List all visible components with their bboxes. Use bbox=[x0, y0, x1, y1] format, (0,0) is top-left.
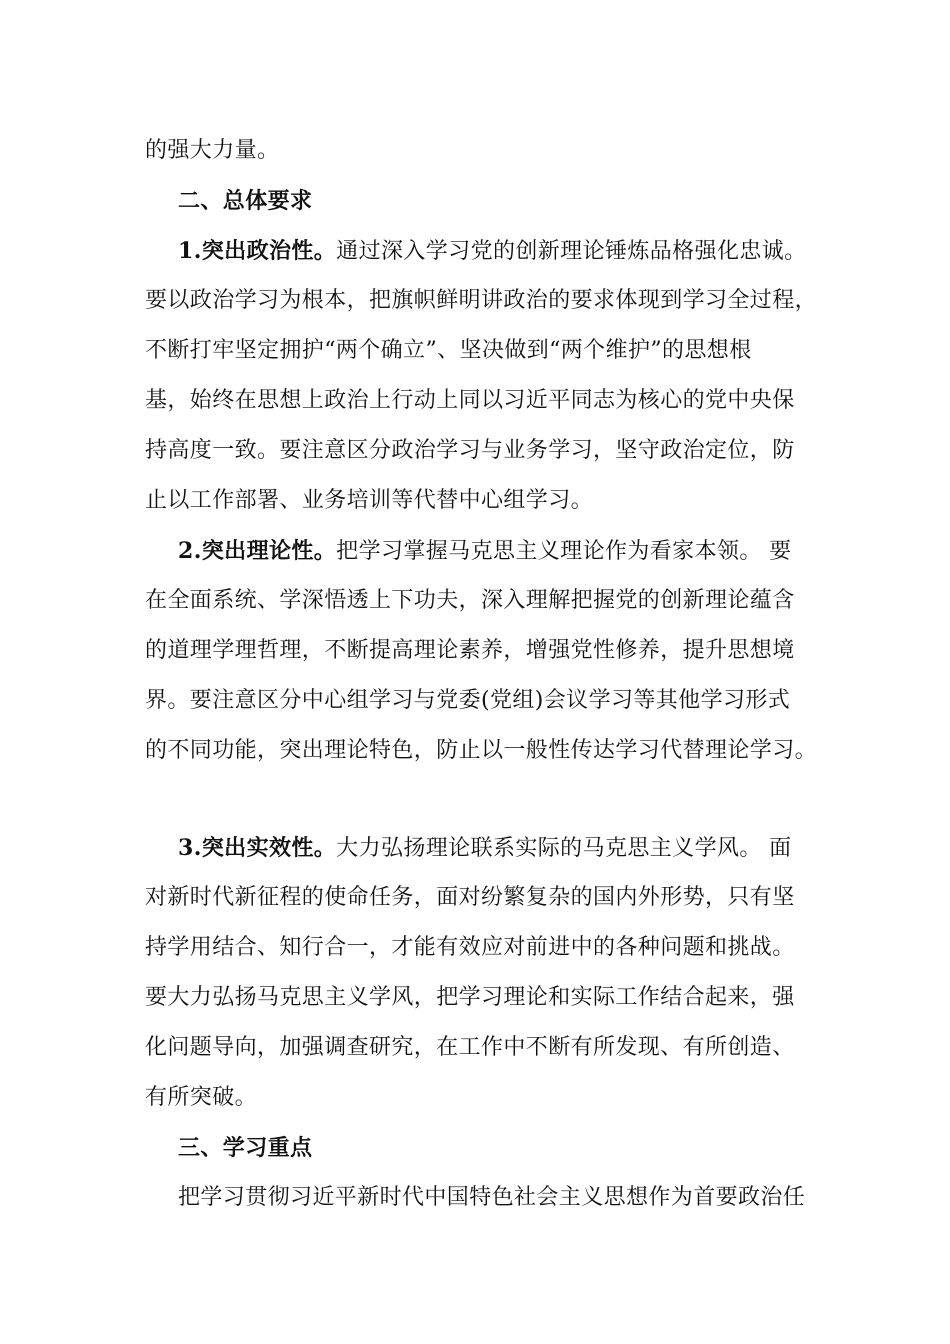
line-text: 基，始终在思想上政治上行动上同以习近平同志为核心的党中央保 bbox=[145, 388, 795, 413]
line-text: 的强大力量。 bbox=[145, 138, 280, 163]
line-text: 的不同功能，突出理论特色，防止以一般性传达学习代替理论学习。 bbox=[145, 738, 818, 763]
paragraph-line bbox=[145, 636, 825, 666]
line-text: 在全面系统、学深悟透上下功夫，深入理解把握党的创新理论蕴含 bbox=[145, 588, 795, 613]
line-text: 持学用结合、知行合一，才能有效应对前进中的各种问题和挑战。 bbox=[145, 935, 795, 960]
line-text: 止以工作部署、业务培训等代替中心组学习。 bbox=[145, 488, 594, 513]
line-text: 不断打牢坚定拥护“两个确立”、坚决做到“两个维护”的思想根 bbox=[145, 338, 752, 363]
paragraph-line bbox=[145, 286, 825, 316]
paragraph-line bbox=[145, 336, 825, 366]
paragraph-line bbox=[145, 1033, 825, 1063]
paragraph-line bbox=[178, 536, 858, 567]
section-heading-overall-requirements bbox=[178, 186, 858, 216]
paragraph-line bbox=[178, 1183, 858, 1213]
line-text: 通过深入学习党的创新理论锤炼品格强化忠诚。 bbox=[336, 239, 807, 264]
line-text: 大力弘扬理论联系实际的马克思主义学风。 面 bbox=[336, 836, 792, 861]
item-title: 1.突出政治性。 bbox=[178, 238, 337, 264]
line-text: 要以政治学习为根本，把旗帜鲜明讲政治的要求体现到学习全过程， bbox=[145, 288, 818, 313]
line-text: 有所突破。 bbox=[145, 1085, 258, 1110]
paragraph-line bbox=[145, 883, 825, 913]
section-heading-study-focus bbox=[178, 1133, 858, 1163]
line-text: 持高度一致。要注意区分政治学习与业务学习，坚守政治定位，防 bbox=[145, 438, 795, 463]
paragraph-line bbox=[178, 236, 858, 267]
paragraph-line bbox=[145, 736, 825, 766]
paragraph-line bbox=[145, 933, 825, 963]
paragraph-line bbox=[145, 136, 825, 166]
item-title: 2.突出理论性。 bbox=[178, 538, 337, 564]
paragraph-line bbox=[178, 833, 858, 864]
line-text: 要大力弘扬马克思主义学风，把学习理论和实际工作结合起来，强 bbox=[145, 985, 795, 1010]
heading-text: 三、学习重点 bbox=[178, 1135, 313, 1161]
paragraph-line bbox=[145, 436, 825, 466]
paragraph-line bbox=[145, 686, 825, 716]
paragraph-line bbox=[145, 983, 825, 1013]
paragraph-line bbox=[145, 586, 825, 616]
item-title: 3.突出实效性。 bbox=[178, 835, 337, 861]
line-text: 把学习掌握马克思主义理论作为看家本领。 要 bbox=[336, 539, 792, 564]
paragraph-line bbox=[145, 386, 825, 416]
paragraph-line bbox=[145, 1083, 825, 1113]
line-text: 把学习贯彻习近平新时代中国特色社会主义思想作为首要政治任 bbox=[178, 1185, 806, 1210]
line-text: 的道理学理哲理，不断提高理论素养，增强党性修养，提升思想境 bbox=[145, 638, 795, 663]
line-text: 化问题导向，加强调查研究，在工作中不断有所发现、有所创造、 bbox=[145, 1035, 795, 1060]
heading-text: 二、总体要求 bbox=[178, 188, 313, 214]
line-text: 界。要注意区分中心组学习与党委(党组)会议学习等其他学习形式 bbox=[145, 688, 791, 713]
paragraph-line bbox=[145, 486, 825, 516]
line-text: 对新时代新征程的使命任务，面对纷繁复杂的国内外形势，只有坚 bbox=[145, 885, 795, 910]
